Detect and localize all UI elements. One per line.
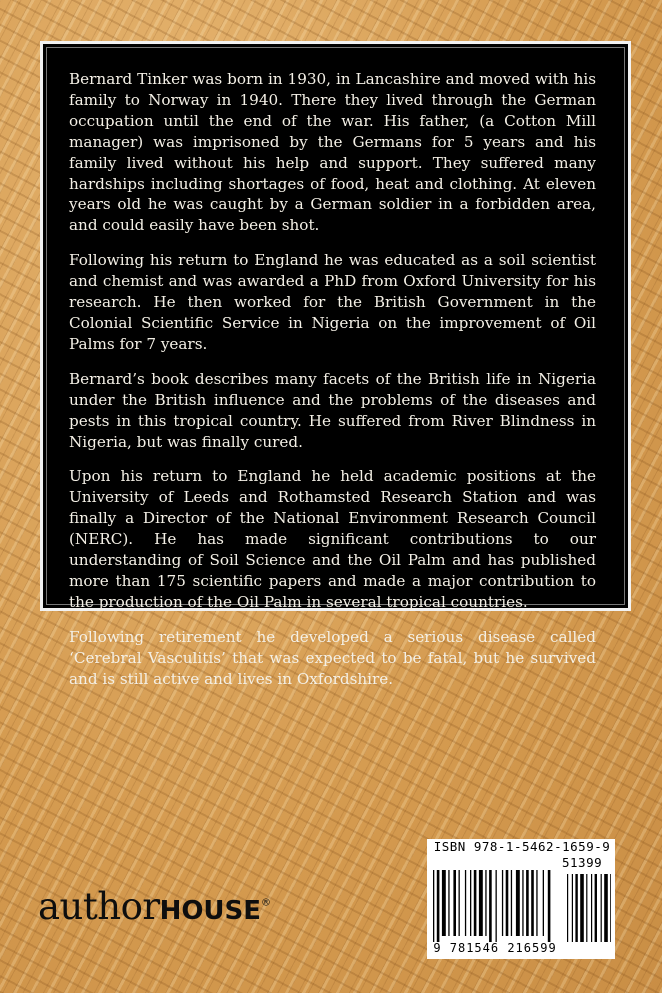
publisher-logo	[38, 885, 271, 928]
price-code: 51399	[562, 855, 603, 870]
logo-text-author: author	[38, 885, 160, 928]
barcode-digits: 9 781546 216599	[433, 941, 557, 955]
author-bio-text	[69, 69, 596, 703]
bio-paragraph: Upon his return to England he held academic positions at the University of Leeds and Rothamsted Research Station and was finally a Director of the National Environment Research Council (NERC). He has made significant contributions to our understanding of Soil Science and the Oil Palm and has published more than 175 scientific papers and made a major contribution to the production of the Oil Palm in several tropical countries.	[69, 467, 596, 611]
isbn-barcode	[427, 839, 615, 959]
bio-paragraph: Bernard Tinker was born in 1930, in Lancashire and moved with his family to Norway in 1940. There they lived through the German occupation until the end of the war. His father, (a Cotton Mill manager) was imprisoned by the Germans for 5 years and his family lived without his help and support. They suffered many hardships including shortages of food, heat and clothing. At eleven years old he was caught by a German soldier in a forbidden area, and could easily have been shot.	[69, 70, 596, 235]
barcode-bars	[431, 870, 611, 942]
isbn-label: ISBN 978-1-5462-1659-9	[433, 839, 611, 854]
logo-text-house: HOUSE	[159, 896, 262, 926]
author-bio-panel	[40, 41, 631, 688]
registered-mark: ®	[261, 897, 271, 909]
bio-paragraph: Following his return to England he was educated as a soil scientist and chemist and was awarded a PhD from Oxford University for his research. He then worked for the British Government in the Colonial Scientific Service in Nigeria on the improvement of Oil Palms for 7 years.	[69, 251, 596, 353]
bio-paragraph: Following retirement he developed a serious disease called ‘Cerebral Vasculitis’ that was expected to be fatal, but he survived and is still active and lives in Oxfordshire.	[69, 627, 596, 688]
bio-paragraph: Bernard’s book describes many facets of the British life in Nigeria under the British influence and the problems of the diseases and pests in this tropical country. He suffered from River Blindness in Nigeria, but was finally cured.	[69, 369, 596, 451]
